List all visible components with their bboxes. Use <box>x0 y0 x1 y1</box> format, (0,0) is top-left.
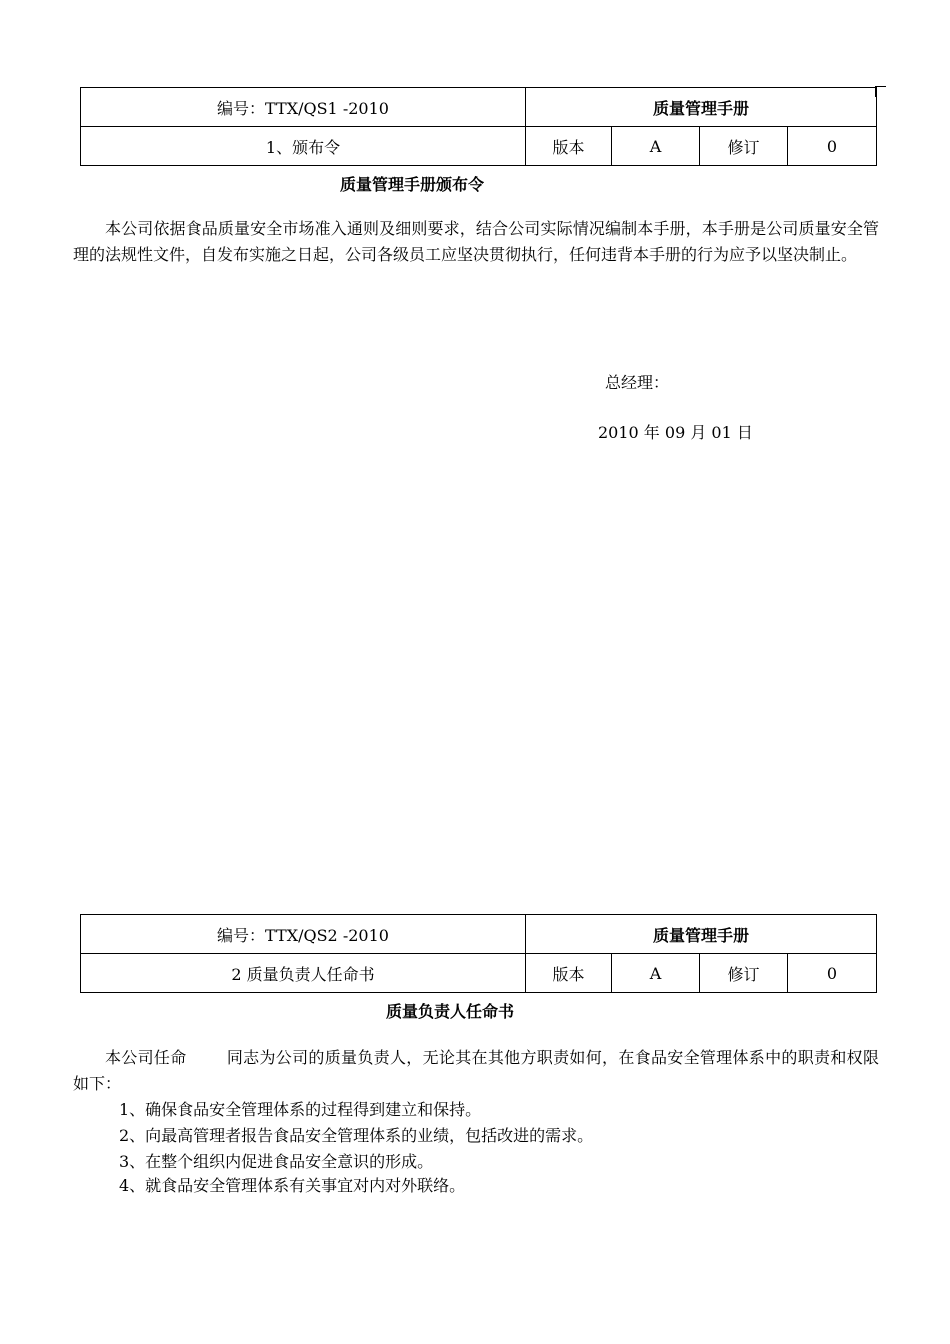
document-code: 编号：TTX/QS2 -2010 <box>81 915 526 954</box>
revision-label: 修订 <box>700 127 788 166</box>
list-item: 4、就食品安全管理体系有关事宜对内对外联络。 <box>119 1176 466 1195</box>
item-name: 1、颁布令 <box>81 127 526 166</box>
list-item: 1、确保食品安全管理体系的过程得到建立和保持。 <box>119 1100 482 1119</box>
version-label: 版本 <box>526 954 612 993</box>
header-table-1 <box>80 87 877 166</box>
manual-title: 质量管理手册 <box>526 88 877 127</box>
item-name: 2 质量负责人任命书 <box>81 954 526 993</box>
section-body-1: 本公司依据食品质量安全市场准入通则及细则要求，结合公司实际情况编制本手册，本手册是公司质量安全管理的法规性文件，自发布实施之日起，公司各级员工应坚决贯彻执行，任何违背本手册的行为应予以坚决制止。 <box>73 219 879 264</box>
document-code: 编号：TTX/QS1 -2010 <box>81 88 526 127</box>
section-title-1: 质量管理手册颁布令 <box>340 175 485 194</box>
body-rest: 同志为公司的质量负责人，无论其在其他方职责如何，在食品安全管理体系中的职责和权限如下： <box>73 1048 879 1093</box>
signature-date: 2010 年 09 月 01 日 <box>598 423 753 442</box>
signature-label: 总经理： <box>605 373 670 392</box>
list-item: 3、在整个组织内促进食品安全意识的形成。 <box>119 1152 434 1171</box>
revision-label: 修订 <box>700 954 788 993</box>
list-item: 2、向最高管理者报告食品安全管理体系的业绩，包括改进的需求。 <box>119 1126 594 1145</box>
revision-value: 0 <box>788 954 877 993</box>
version-value: A <box>612 954 700 993</box>
section-title-2: 质量负责人任命书 <box>386 1002 515 1021</box>
version-label: 版本 <box>526 127 612 166</box>
header-table-2 <box>80 914 877 993</box>
body-lead: 本公司任命 <box>105 1048 187 1067</box>
version-value: A <box>612 127 700 166</box>
revision-value: 0 <box>788 127 877 166</box>
section-body-2 <box>73 1045 879 1097</box>
manual-title: 质量管理手册 <box>526 915 877 954</box>
